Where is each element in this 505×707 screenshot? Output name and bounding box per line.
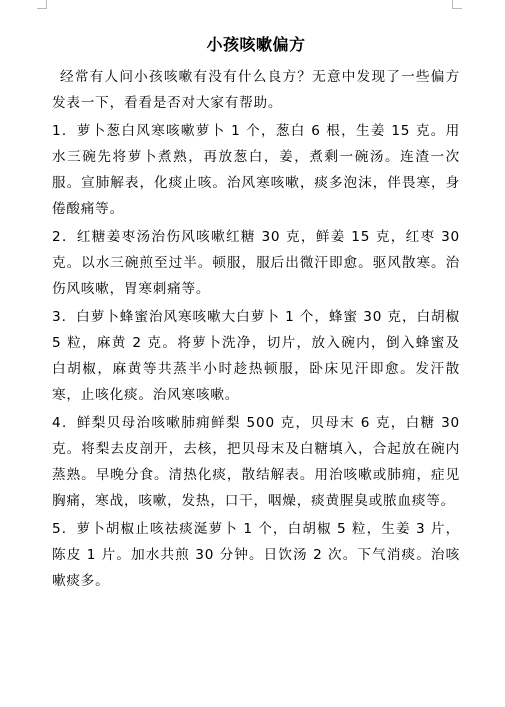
remedy-item-5: 5．萝卜胡椒止咳祛痰涎萝卜 1 个，白胡椒 5 粒，生姜 3 片，陈皮 1 片。加水共煎 30 分钟。日饮汤 2 次。下气消痰。治咳嗽痰多。 [52,521,460,589]
intro-paragraph: 经常有人问小孩咳嗽有没有什么良方？无意中发现了一些偏方发表一下，看看是否对大家有帮助。 [52,69,460,111]
document-title: 小孩咳嗽偏方 [206,35,306,54]
remedy-item-2: 2．红糖姜枣汤治伤风咳嗽红糖 30 克，鲜姜 15 克，红枣 30 克。以水三碗煎至过半。顿服，服后出微汗即愈。驱风散寒。治伤风咳嗽，胃寒刺痛等。 [52,229,460,297]
remedy-item-4: 4．鲜梨贝母治咳嗽肺痈鲜梨 500 克，贝母末 6 克，白糖 30 克。将梨去皮剖开，去核，把贝母末及白糖填入，合起放在碗内蒸熟。早晚分食。清热化痰，散结解表。用治咳嗽或肺痈，症见胸痛，寒战，咳嗽，发热，口干，咽燥，痰黄腥臭或脓血痰等。 [52,415,460,509]
remedy-item-1: 1．萝卜葱白风寒咳嗽萝卜 1 个，葱白 6 根，生姜 15 克。用水三碗先将萝卜煮熟，再放葱白，姜，煮剩一碗汤。连渣一次服。宣肺解表，化痰止咳。治风寒咳嗽，痰多泡沫，伴畏寒，身倦酸痛等。 [52,123,460,217]
document-page [52,32,460,594]
remedy-item-3: 3．白萝卜蜂蜜治风寒咳嗽大白萝卜 1 个，蜂蜜 30 克，白胡椒 5 粒，麻黄 2 克。将萝卜洗净，切片，放入碗内，倒入蜂蜜及白胡椒，麻黄等共蒸半小时趁热顿服，卧床见汗即愈。发汗散寒，止咳化痰。治风寒咳嗽。 [52,309,460,403]
page-corner-mark-top-right [452,0,462,9]
page-corner-mark-top-left [37,0,47,9]
